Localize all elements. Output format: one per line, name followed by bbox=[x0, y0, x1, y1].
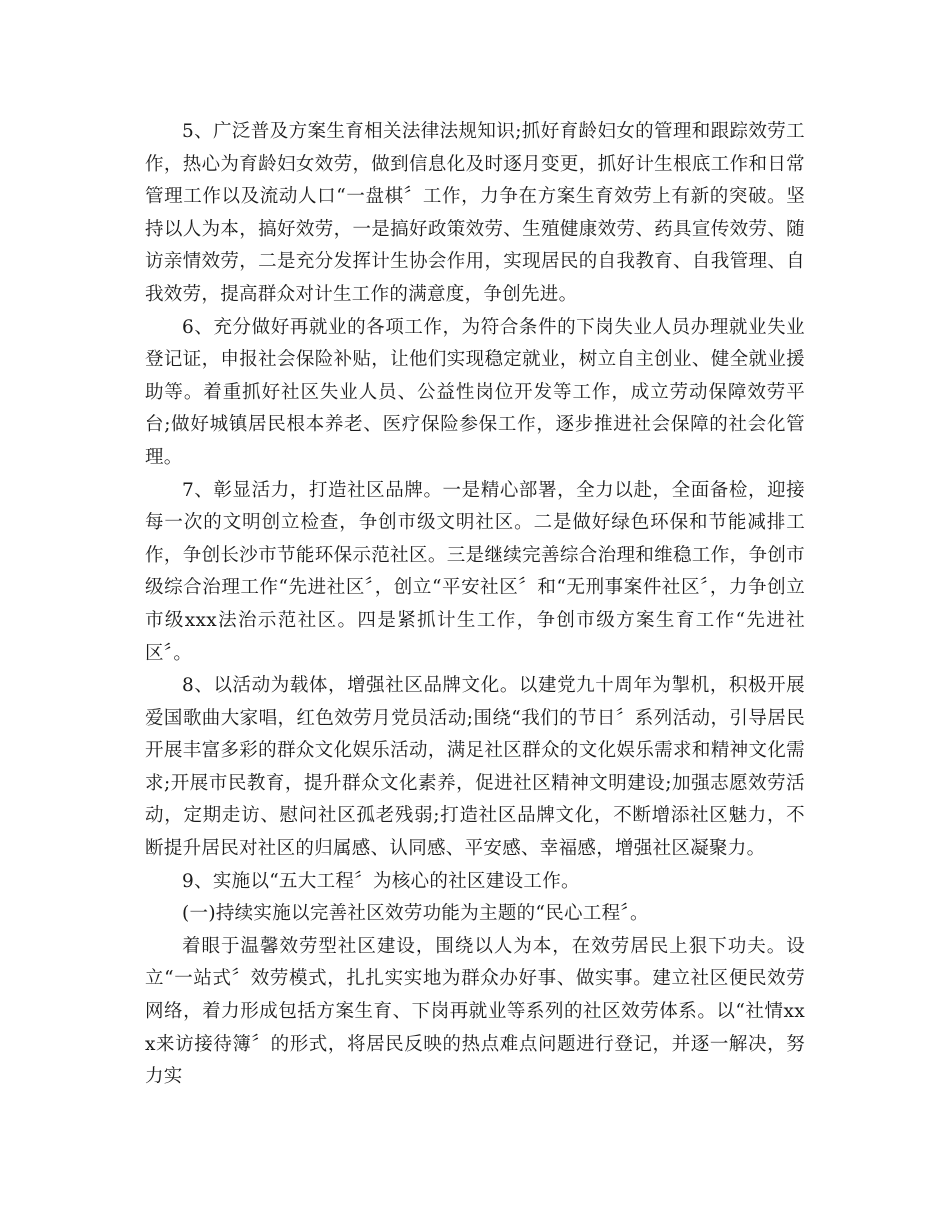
paragraph-sub-1-body: 着眼于温馨效劳型社区建设，围绕以人为本，在效劳居民上狠下功夫。设立“一站式〞效劳模式，扎扎实实地为群众办好事、做实事。建立社区便民效劳网络，着力形成包括方案生育、下岗再就业等系列的社区效劳体系。以“社情xxx来访接待簿〞的形式，将居民反映的热点难点问题进行登记，并逐一解决，努力实 bbox=[145, 935, 805, 1088]
paragraph-7: 7、彰显活力，打造社区品牌。一是精心部署，全力以赴，全面备检，迎接每一次的文明创立检查，争创市级文明社区。二是做好绿色环保和节能减排工作，争创长沙市节能环保示范社区。三是继续完善综合治理和维稳工作，争创市级综合治理工作“先进社区〞，创立“平安社区〞和“无刑事案件社区〞，力争创立市级xxx法治示范社区。四是紧抓计生工作，争创市级方案生育工作“先进社区〞。 bbox=[145, 479, 805, 664]
paragraph-5: 5、广泛普及方案生育相关法律法规知识;抓好育龄妇女的管理和跟踪效劳工作，热心为育龄妇女效劳，做到信息化及时逐月变更，抓好计生根底工作和日常管理工作以及流动人口“一盘棋〞工作，力争在方案生育效劳上有新的突破。坚持以人为本，搞好效劳，一是搞好政策效劳、生殖健康效劳、药具宣传效劳、随访亲情效劳，二是充分发挥计生协会作用，实现居民的自我教育、自我管理、自我效劳，提高群众对计生工作的满意度，争创先进。 bbox=[145, 121, 805, 305]
paragraph-9: 9、实施以“五大工程〞为核心的社区建设工作。 bbox=[182, 870, 580, 892]
document-body bbox=[145, 116, 805, 1094]
paragraph-8: 8、以活动为载体，增强社区品牌文化。以建党九十周年为掣机，积极开展爱国歌曲大家唱，红色效劳月党员活动;围绕“我们的节日〞系列活动，引导居民开展丰富多彩的群众文化娱乐活动，满足社区群众的文化娱乐需求和精神文化需求;开展市民教育，提升群众文化素养，促进社区精神文明建设;加强志愿效劳活动，定期走访、慰问社区孤老残弱;打造社区品牌文化，不断增添社区魅力，不断提升居民对社区的归属感、认同感、平安感、幸福感，增强社区凝聚力。 bbox=[145, 675, 805, 860]
paragraph-sub-1: (一)持续实施以完善社区效劳功能为主题的“民心工程〞。 bbox=[182, 903, 649, 925]
paragraph-6: 6、充分做好再就业的各项工作，为符合条件的下岗失业人员办理就业失业登记证，申报社会保险补贴，让他们实现稳定就业，树立自主创业、健全就业援助等。着重抓好社区失业人员、公益性岗位开发等工作，成立劳动保障效劳平台;做好城镇居民根本养老、医疗保险参保工作，逐步推进社会保障的社会化管理。 bbox=[145, 316, 805, 468]
